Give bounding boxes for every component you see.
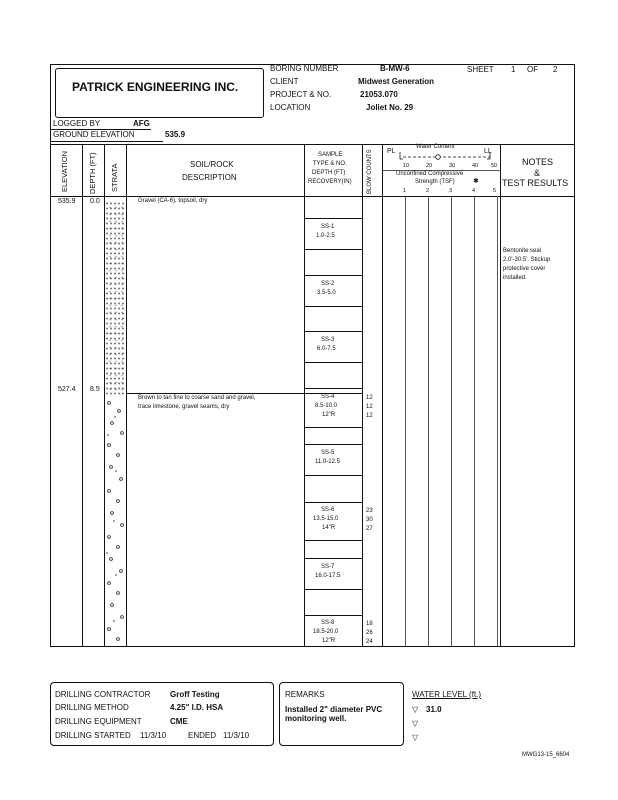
notes-line3: protective cover xyxy=(503,266,546,272)
boring-number: B-MW-6 xyxy=(380,64,410,73)
method-value: 4.25" I.D. HSA xyxy=(170,703,224,712)
project-value: 21053.070 xyxy=(360,90,398,99)
notes-header-line2: & xyxy=(534,168,541,178)
sample-range: 13.5-15.0 xyxy=(313,516,339,522)
blow-counts-header: BLOW COUNTS xyxy=(367,149,373,194)
sample-id: SS-3 xyxy=(321,337,335,343)
sample-id: SS-2 xyxy=(321,281,335,287)
scale-top-10: 10 xyxy=(403,163,410,169)
water-content-scale xyxy=(398,150,498,164)
sheet-of-label: OF xyxy=(527,65,539,74)
equipment-value: CME xyxy=(170,717,188,726)
water-level-reading: 31.0 xyxy=(426,705,442,714)
scale-top-40: 40 xyxy=(472,163,479,169)
blow-count: 12 xyxy=(366,413,373,419)
sample-header-line1: SAMPLE xyxy=(318,152,343,158)
ll-label: LL xyxy=(484,148,492,155)
notes-line1: Bentonite seal xyxy=(503,248,542,254)
soil-header-line2: DESCRIPTION xyxy=(182,173,237,182)
sample-header-line3: DEPTH (FT) xyxy=(312,170,346,176)
soil-header-line1: SOIL/ROCK xyxy=(190,160,234,169)
ended-label: ENDED xyxy=(188,731,217,740)
sheet-number: 1 xyxy=(511,65,516,74)
sample-range: 3.5-5.0 xyxy=(317,290,336,296)
sheet-label: SHEET xyxy=(467,65,494,74)
scale-bottom-5: 5 xyxy=(493,188,497,194)
client-value: Midwest Generation xyxy=(358,77,435,86)
sample-range: 8.5-10.0 xyxy=(315,403,338,409)
company-name: PATRICK ENGINEERING INC. xyxy=(72,80,239,94)
ucs-label-line2: Strength (TSF) xyxy=(415,179,455,185)
contractor-label: DRILLING CONTRACTOR xyxy=(55,690,151,699)
water-level-icon: ▽ xyxy=(412,719,419,728)
notes-line2: 2.0'-30.5'. Stickup xyxy=(503,257,551,263)
sample-id: SS-8 xyxy=(321,620,335,626)
blow-count: 30 xyxy=(366,517,373,523)
sample-range: 1.0-2.5 xyxy=(316,233,335,239)
remarks-line2: monitoring well. xyxy=(285,714,347,723)
method-label: DRILLING METHOD xyxy=(55,703,129,712)
client-label: CLIENT xyxy=(270,77,299,86)
strata-sand-gravel-pattern xyxy=(105,395,126,646)
location-value: Joliet No. 29 xyxy=(366,103,414,112)
boring-number-label: BORING NUMBER xyxy=(270,64,339,73)
layer-2-description-line2: trace limestone, gravel seams, dry xyxy=(138,404,230,410)
sample-id: SS-1 xyxy=(321,224,335,230)
sample-id: SS-5 xyxy=(321,450,335,456)
sample-range: 18.5-20.0 xyxy=(313,629,339,635)
scale-bottom-4: 4 xyxy=(472,188,476,194)
ground-elevation-value: 535.9 xyxy=(165,130,186,139)
layer-2-elevation: 527.4 xyxy=(58,386,76,393)
notes-line4: installed. xyxy=(503,275,527,281)
document-code: MWG13-15_6604 xyxy=(522,752,570,758)
contractor-value: Groff Testing xyxy=(170,690,220,699)
location-label: LOCATION xyxy=(270,103,311,112)
sample-id: SS-7 xyxy=(321,564,335,570)
notes-header-line3: TEST RESULTS xyxy=(502,178,569,188)
pl-label: PL xyxy=(387,148,396,155)
strata-column-header: STRATA xyxy=(110,163,119,192)
elevation-column-header: ELEVATION xyxy=(60,151,69,192)
blow-count: 12 xyxy=(366,404,373,410)
scale-top-20: 20 xyxy=(426,163,433,169)
notes-header-line1: NOTES xyxy=(522,157,554,167)
scale-bottom-2: 2 xyxy=(426,188,430,194)
sample-recovery: 12"R xyxy=(322,412,336,418)
blow-count: 26 xyxy=(366,630,373,636)
water-level-label: WATER LEVEL (ft.) xyxy=(412,690,482,699)
blow-count: 12 xyxy=(366,395,373,401)
sheet-total: 2 xyxy=(553,65,558,74)
scale-top-30: 30 xyxy=(449,163,456,169)
blow-count: 24 xyxy=(366,639,373,645)
layer-1-description: Gravel (CA-6), topsoil, dry xyxy=(138,198,208,204)
layer-2-description-line1: Brown to tan fine to coarse sand and gravel, xyxy=(138,395,256,401)
sample-range: 11.0-12.5 xyxy=(315,459,340,465)
started-value: 11/3/10 xyxy=(140,731,167,740)
layer-1-elevation: 535.9 xyxy=(58,198,76,205)
water-level-icon: ▽ xyxy=(412,733,419,742)
layer-1-depth: 0.0 xyxy=(90,198,100,205)
sample-header-line4: RECOVERY(IN) xyxy=(308,179,352,185)
sample-recovery: 14"R xyxy=(322,525,336,531)
logged-by-value: AFG xyxy=(133,119,150,128)
remarks-label: REMARKS xyxy=(285,690,325,699)
ucs-star-icon: ✱ xyxy=(473,178,479,185)
ground-elevation-label: GROUND ELEVATION xyxy=(53,130,135,139)
blow-count: 27 xyxy=(366,526,373,532)
equipment-label: DRILLING EQUIPMENT xyxy=(55,717,142,726)
sample-header-line2: TYPE & NO. xyxy=(313,161,347,167)
scale-bottom-3: 3 xyxy=(449,188,453,194)
depth-column-header: DEPTH (FT) xyxy=(88,152,97,194)
water-level-icon: ▽ xyxy=(412,705,419,714)
ended-value: 11/3/10 xyxy=(223,731,250,740)
sample-range: 16.0-17.5 xyxy=(315,573,341,579)
water-content-label: Water Content xyxy=(416,144,455,150)
sample-range: 6.0-7.5 xyxy=(317,346,336,352)
ucs-label-line1: Unconfined Compressive xyxy=(396,171,464,177)
logged-by-label: LOGGED BY xyxy=(53,119,101,128)
project-label: PROJECT & NO. xyxy=(270,90,332,99)
remarks-line1: Installed 2" diameter PVC xyxy=(285,705,383,714)
blow-count: 18 xyxy=(366,621,373,627)
scale-bottom-1: 1 xyxy=(403,188,407,194)
blow-count: 23 xyxy=(366,508,373,514)
layer-2-depth: 8.5 xyxy=(90,386,100,393)
sample-id: SS-6 xyxy=(321,507,335,513)
scale-top-50: 50 xyxy=(491,163,498,169)
sample-recovery: 12"R xyxy=(322,638,336,644)
strata-gravel-topsoil-pattern xyxy=(105,201,126,395)
started-label: DRILLING STARTED xyxy=(55,731,131,740)
sample-id: SS-4 xyxy=(321,394,335,400)
